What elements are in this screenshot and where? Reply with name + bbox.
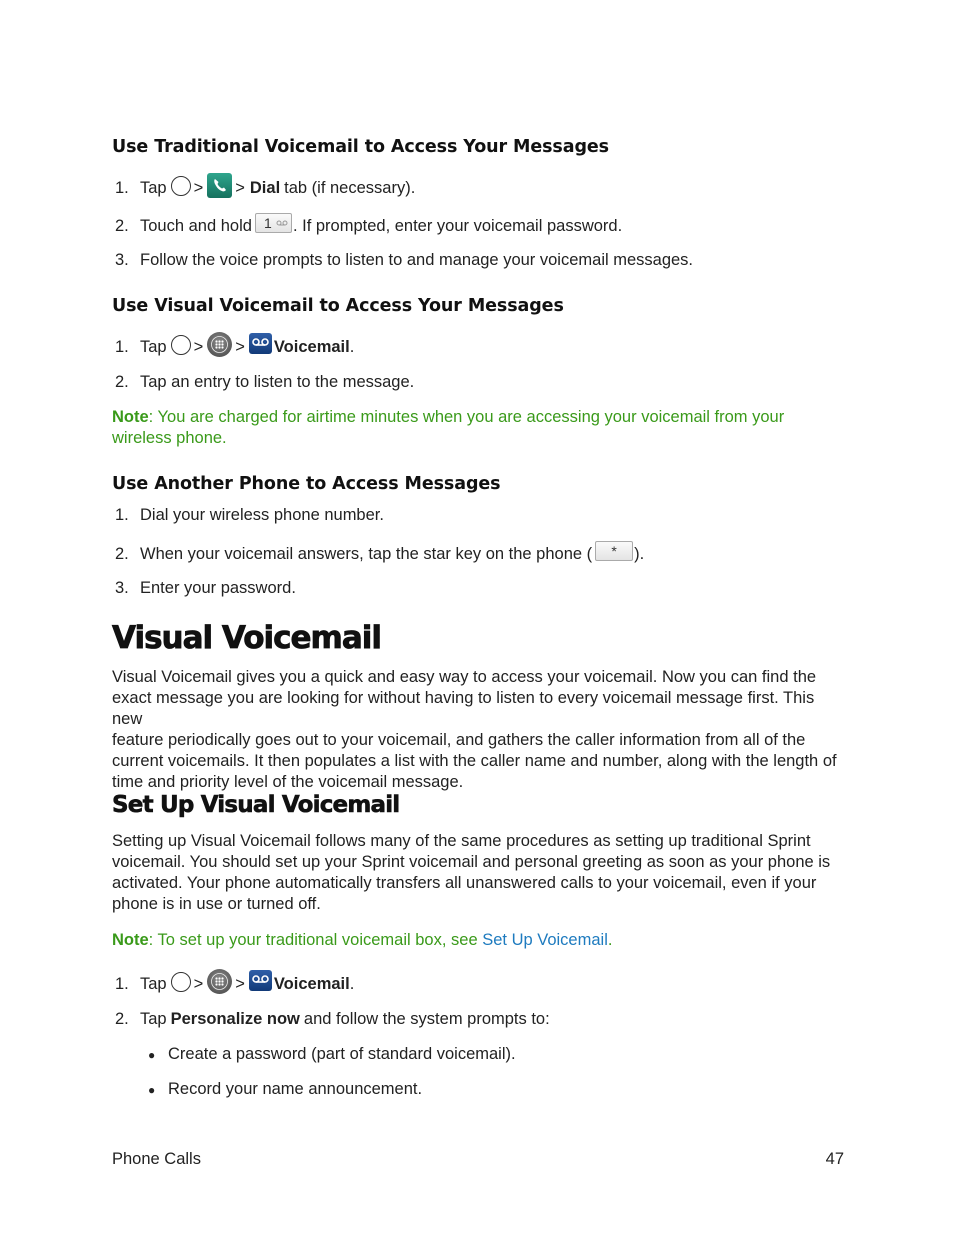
list-item <box>148 1045 516 1064</box>
note-label: Note <box>112 408 149 426</box>
step-text: tab (if necessary). <box>284 178 416 197</box>
list-item <box>112 574 844 602</box>
step-text: . <box>349 974 355 993</box>
heading-traditional-voicemail: Use Traditional Voicemail to Access Your Messages <box>112 137 609 157</box>
separator: > <box>193 337 204 356</box>
heading-another-phone: Use Another Phone to Access Messages <box>112 474 501 494</box>
apps-icon <box>207 332 232 357</box>
separator: > <box>235 337 245 356</box>
dial-tab-label: Dial <box>249 178 281 197</box>
phone-app-icon <box>207 173 232 198</box>
list-item <box>112 970 844 998</box>
step-text: Follow the voice prompts to listen to and manage your voicemail messages. <box>140 250 694 269</box>
footer-section-name: Phone Calls <box>112 1150 201 1168</box>
star-key-icon <box>595 541 633 561</box>
bullet-icon: ● <box>148 1047 156 1062</box>
step-text: Touch and hold <box>140 216 252 235</box>
step-number: 2. <box>115 544 129 563</box>
note-text: wireless phone. <box>112 429 227 447</box>
note-text: . <box>607 931 613 949</box>
personalize-now-label: Personalize now <box>170 1009 300 1028</box>
key-label: 1 <box>263 214 272 231</box>
list-item <box>112 212 844 240</box>
step-number: 1. <box>115 505 129 524</box>
separator: > <box>235 178 245 197</box>
page-title: Visual Voicemail <box>112 620 382 656</box>
step-number: 2. <box>115 372 129 391</box>
step-text: . If prompted, enter your voicemail password. <box>292 216 623 235</box>
paragraph-line: Setting up Visual Voicemail follows many of the same procedures as setting up traditional Sprint <box>112 832 811 850</box>
list-item <box>112 540 844 568</box>
keypad-1-key-icon <box>255 213 292 233</box>
bullet-text: Create a password (part of standard voicemail). <box>168 1045 516 1063</box>
step-text: Dial your wireless phone number. <box>140 505 384 524</box>
step-text: . <box>349 337 355 356</box>
list-item <box>112 368 844 396</box>
paragraph-line: voicemail. You should set up your Sprint voicemail and personal greeting as soon as your phone is <box>112 853 831 871</box>
step-number: 3. <box>115 578 129 597</box>
bullet-icon: ● <box>148 1082 156 1097</box>
voicemail-app-icon <box>249 333 272 354</box>
set-up-voicemail-link[interactable]: Set Up Voicemail <box>482 931 608 949</box>
step-number: 1. <box>115 337 129 356</box>
home-icon <box>171 972 191 992</box>
airtime-note <box>112 407 844 449</box>
note-text: : To set up your traditional voicemail box, see <box>148 931 483 949</box>
apps-icon <box>207 969 232 994</box>
setup-note <box>112 930 844 951</box>
step-text: and follow the system prompts to: <box>303 1009 550 1028</box>
home-icon <box>171 335 191 355</box>
step-number: 1. <box>115 178 129 197</box>
separator: > <box>235 974 245 993</box>
note-text: : You are charged for airtime minutes when you are accessing your voicemail from your <box>148 408 785 426</box>
list-item <box>112 174 844 202</box>
note-label: Note <box>112 931 149 949</box>
home-icon <box>171 176 191 196</box>
page-number: 47 <box>825 1150 844 1168</box>
step-number: 1. <box>115 974 129 993</box>
step-text: Tap <box>140 1009 167 1028</box>
separator: > <box>193 974 204 993</box>
separator: > <box>193 178 204 197</box>
paragraph-line: activated. Your phone automatically transfers all unanswered calls to your voicemail, even if your <box>112 874 817 892</box>
step-number: 2. <box>115 216 129 235</box>
bullet-text: Record your name announcement. <box>168 1080 423 1098</box>
list-item <box>112 246 844 274</box>
step-text: ). <box>634 544 645 563</box>
key-label: * <box>611 542 617 559</box>
setup-intro <box>112 831 844 915</box>
step-text: Enter your password. <box>140 578 296 597</box>
step-number: 2. <box>115 1009 129 1028</box>
step-text: When your voicemail answers, tap the star key on the phone ( <box>140 544 593 563</box>
visual-voicemail-intro <box>112 667 844 793</box>
list-item <box>112 1005 844 1033</box>
step-text: Tap <box>140 178 167 197</box>
list-item <box>112 333 844 361</box>
step-text: Tap <box>140 974 167 993</box>
voicemail-app-icon <box>249 970 272 991</box>
step-text: Tap an entry to listen to the message. <box>140 372 415 391</box>
voicemail-label: Voicemail <box>273 337 350 356</box>
voicemail-symbol-icon <box>276 218 288 228</box>
heading-visual-voicemail-access: Use Visual Voicemail to Access Your Messages <box>112 296 564 316</box>
step-number: 3. <box>115 250 129 269</box>
paragraph-line: exact message you are looking for without having to listen to every voicemail message first. This new <box>112 689 815 728</box>
list-item <box>112 501 844 529</box>
paragraph-line: phone is in use or turned off. <box>112 895 321 913</box>
section-title-setup: Set Up Visual Voicemail <box>112 792 400 818</box>
voicemail-label: Voicemail <box>273 974 350 993</box>
paragraph-line: current voicemails. It then populates a list with the caller name and number, along with the length of <box>112 752 837 770</box>
list-item <box>148 1080 422 1099</box>
paragraph-line: Visual Voicemail gives you a quick and easy way to access your voicemail. Now you can find the <box>112 668 817 686</box>
step-text: Tap <box>140 337 167 356</box>
paragraph-line: time and priority level of the voicemail message. <box>112 773 464 791</box>
paragraph-line: feature periodically goes out to your voicemail, and gathers the caller information from all of the <box>112 731 806 749</box>
